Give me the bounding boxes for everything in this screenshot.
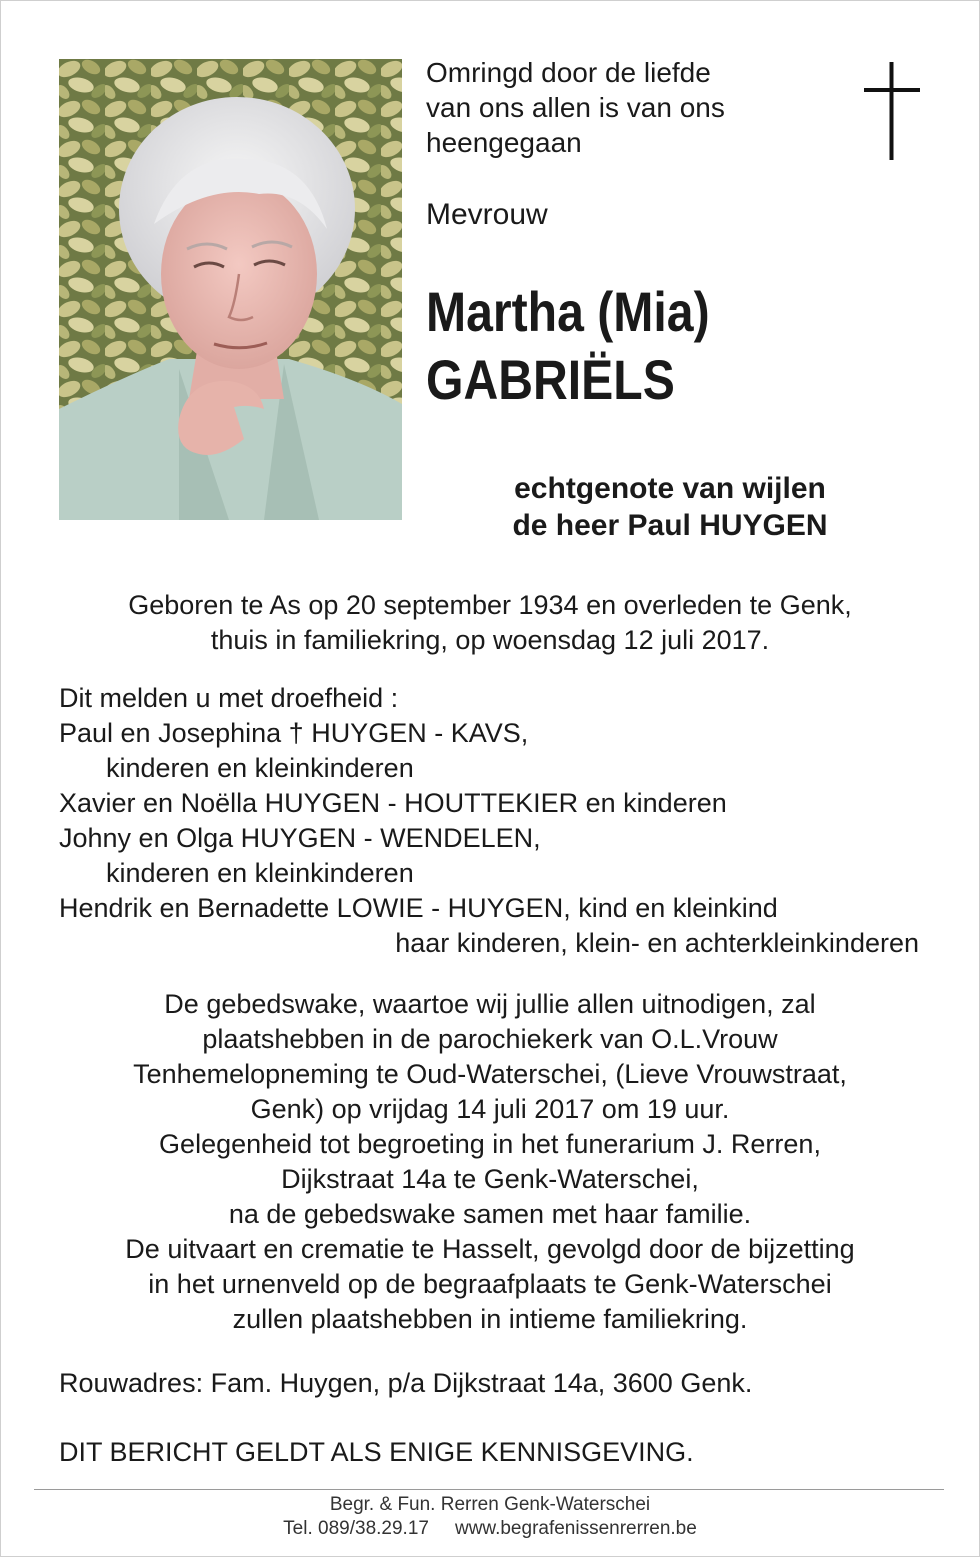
portrait-photo: [59, 59, 402, 520]
spouse-text: [430, 470, 910, 544]
footer-phone: Tel. 089/38.29.17: [283, 1518, 429, 1539]
deceased-last-name: GABRIËLS: [426, 348, 675, 411]
family-list: [59, 681, 939, 958]
family-line: Hendrik en Bernadette LOWIE - HUYGEN, kind en kleinkind: [59, 893, 778, 923]
service-line: Gelegenheid tot begroeting in het funerarium J. Rerren,: [159, 1129, 821, 1159]
birth-death-text: [0, 588, 980, 658]
deceased-first-name: Martha (Mia): [426, 280, 710, 343]
family-line: kinderen en kleinkinderen: [106, 858, 414, 888]
intro-text: [426, 55, 725, 160]
service-line: zullen plaatshebben in intieme familiekring.: [232, 1304, 748, 1334]
service-details: [0, 987, 980, 1337]
intro-line: heengegaan: [426, 127, 582, 158]
footer-website[interactable]: www.begrafenissenrerren.be: [454, 1518, 697, 1539]
service-line: Dijkstraat 14a te Genk-Waterschei,: [281, 1164, 699, 1194]
service-line: De uitvaart en crematie te Hasselt, gevolgd door de bijzetting: [125, 1234, 855, 1264]
service-line: na de gebedswake samen met haar familie.: [228, 1199, 752, 1229]
cross-icon: [862, 62, 922, 160]
intro-line: van ons allen is van ons: [426, 92, 725, 123]
deceased-name: [426, 278, 710, 414]
spouse-line: de heer Paul HUYGEN: [512, 509, 828, 542]
family-line: haar kinderen, klein- en achterkleinkinderen: [395, 928, 919, 958]
honorific: Mevrouw: [426, 198, 548, 231]
footer-contact: [0, 1517, 980, 1541]
born-line: Geboren te As op 20 september 1934 en overleden te Genk,: [128, 590, 852, 620]
footer-divider: [34, 1489, 944, 1490]
intro-line: Omringd door de liefde: [426, 57, 711, 88]
notice-statement: DIT BERICHT GELDT ALS ENIGE KENNISGEVING.: [59, 1437, 694, 1467]
family-line: Paul en Josephina † HUYGEN - KAVS,: [59, 718, 529, 748]
service-line: Tenhemelopneming te Oud-Waterschei, (Lieve Vrouwstraat,: [133, 1059, 847, 1089]
service-line: De gebedswake, waartoe wij jullie allen uitnodigen, zal: [164, 989, 816, 1019]
mourning-address: Rouwadres: Fam. Huygen, p/a Dijkstraat 14a, 3600 Genk.: [59, 1368, 753, 1398]
service-line: Genk) op vrijdag 14 juli 2017 om 19 uur.: [250, 1094, 730, 1124]
service-line: plaatshebben in de parochiekerk van O.L.Vrouw: [202, 1024, 778, 1054]
family-line: kinderen en kleinkinderen: [106, 753, 414, 783]
family-line: Johny en Olga HUYGEN - WENDELEN,: [59, 823, 541, 853]
family-line: Xavier en Noëlla HUYGEN - HOUTTEKIER en kinderen: [59, 788, 727, 818]
funeral-company: Begr. & Fun. Rerren Genk-Waterschei: [329, 1494, 651, 1515]
born-line: thuis in familiekring, op woensdag 12 juli 2017.: [210, 625, 770, 655]
footer: [0, 1493, 980, 1541]
service-line: in het urnenveld op de begraafplaats te Genk-Waterschei: [148, 1269, 832, 1299]
family-heading: Dit melden u met droefheid :: [59, 683, 399, 713]
spouse-line: echtgenote van wijlen: [514, 472, 826, 505]
